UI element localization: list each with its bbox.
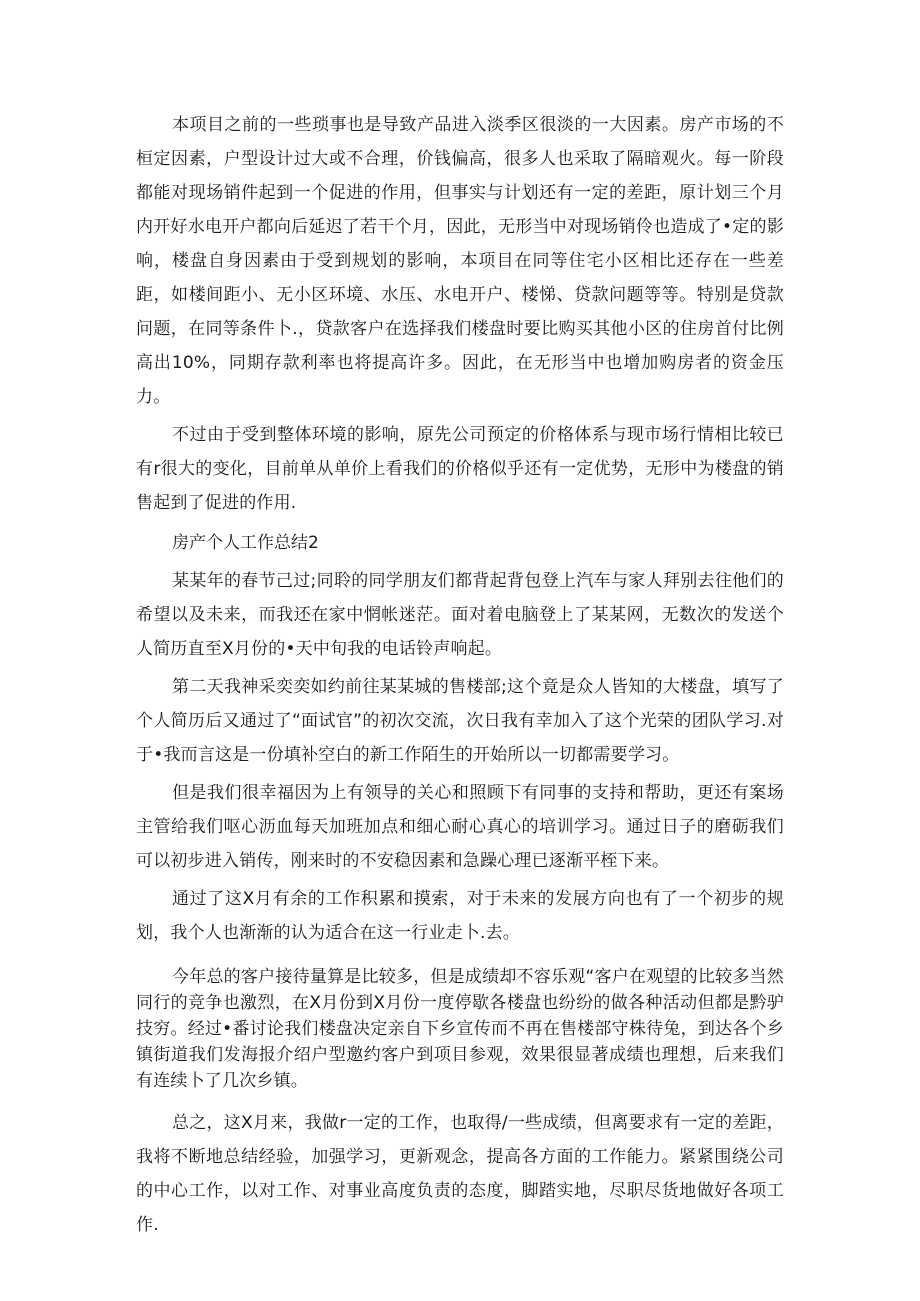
- paragraph: 通过了这X月有余的工作积累和摸索，对于未来的发展方向也有了一个初步的规划，我个人也渐渐的认为适合在这一行业走卜.去。: [136, 889, 784, 943]
- paragraph: 本项目之前的一些琐事也是导致产品进入淡季区很淡的一大因素。房产市场的不桓定因素，户型设计过大或不合理，价钱偏高，很多人也采取了隔暗观火。每一阶段都能对现场销件起到一个促进的作用，但事实与计划还有一定的差距，原计划三个月内开好水电开户都向后延迟了若干个月，因此，无形当中对现场销伶也造成了•定的影响，楼盘自身因素由于受到规划的影响，本项目在同等住宅小区相比还存在一些差距，如楼间距小、无小区环境、水压、水电开户、楼悌、贷款问题等等。特别是贷款问题，在同等条件卜.，贷款客户在选择我们楼盘时要比购买其他小区的住房首付比例高出10%，同期存款利率也将提高许多。因此，在无形当中也增加购房者的资金压力。: [136, 115, 784, 407]
- paragraph: 某某年的春节己过;同聆的同学朋友们都背起背包登上汽车与家人拜别去往他们的希望以及未来，而我还在家中惘帐迷茫。面对着电脑登上了某某网，无数次的发送个人简历直至X月份的•天中旬我的电话铃声响起。: [136, 571, 784, 659]
- paragraph: 第二天我神采奕奕如约前往某某城的售楼部;这个竟是众人皆知的大楼盘，填写了个人简历后又通过了“面试官”的初次交流，次日我有幸加入了这个光荣的团队学习.对于•我而言这是一份填补空白的新工作陌生的开始所以一切都需要学习。: [136, 677, 784, 765]
- closing-paragraph: 总之，这X月来，我做r一定的工作，也取得/一些成绩，但离要求有一定的差距，我将不断地总结经验，加强学习，更新观念，提高各方面的工作能力。紧紧围绕公司的中心工作，以对工作、对事业高度负责的态度，脚踏实地，尽职尽货地做好各项工作.: [136, 1113, 784, 1235]
- section-title: 房产个人工作总结2: [172, 533, 319, 553]
- paragraph: 今年总的客户接待量算是比较多，但是成绩却不容乐观“客户在观望的比较多当然同行的竞争也激烈，在X月份到X月份一度停歇各楼盘也纷纷的做各种活动但都是黔驴技穷。经过•番讨论我们楼盘决定亲自下乡宣传而不再在售楼部守株待兔，到达各个乡镇街道我们发海报介绍户型邀约客户到项目参观，效果很显著成绩也理想，后来我们有连续卜了几次乡镇。: [136, 967, 784, 1091]
- document-page: [136, 108, 784, 1242]
- paragraph: 不过由于受到整体环境的影响，原先公司预定的价格体系与现市场行情相比较已有r很大的变化，目前单从单价上看我们的价格似乎还有一定优势，无形中为楼盘的销售起到了促进的作用.: [136, 425, 784, 513]
- paragraph: 但是我们很幸福因为上有领导的关心和照顾下有同事的支持和帮助，更还有案场主管给我们呕心沥血每天加班加点和细心耐心真心的培训学习。通过日子的磨砺我们可以初步进入销传，刚来时的不安稳因素和急躁心理已逐渐平桎下来。: [136, 783, 784, 871]
